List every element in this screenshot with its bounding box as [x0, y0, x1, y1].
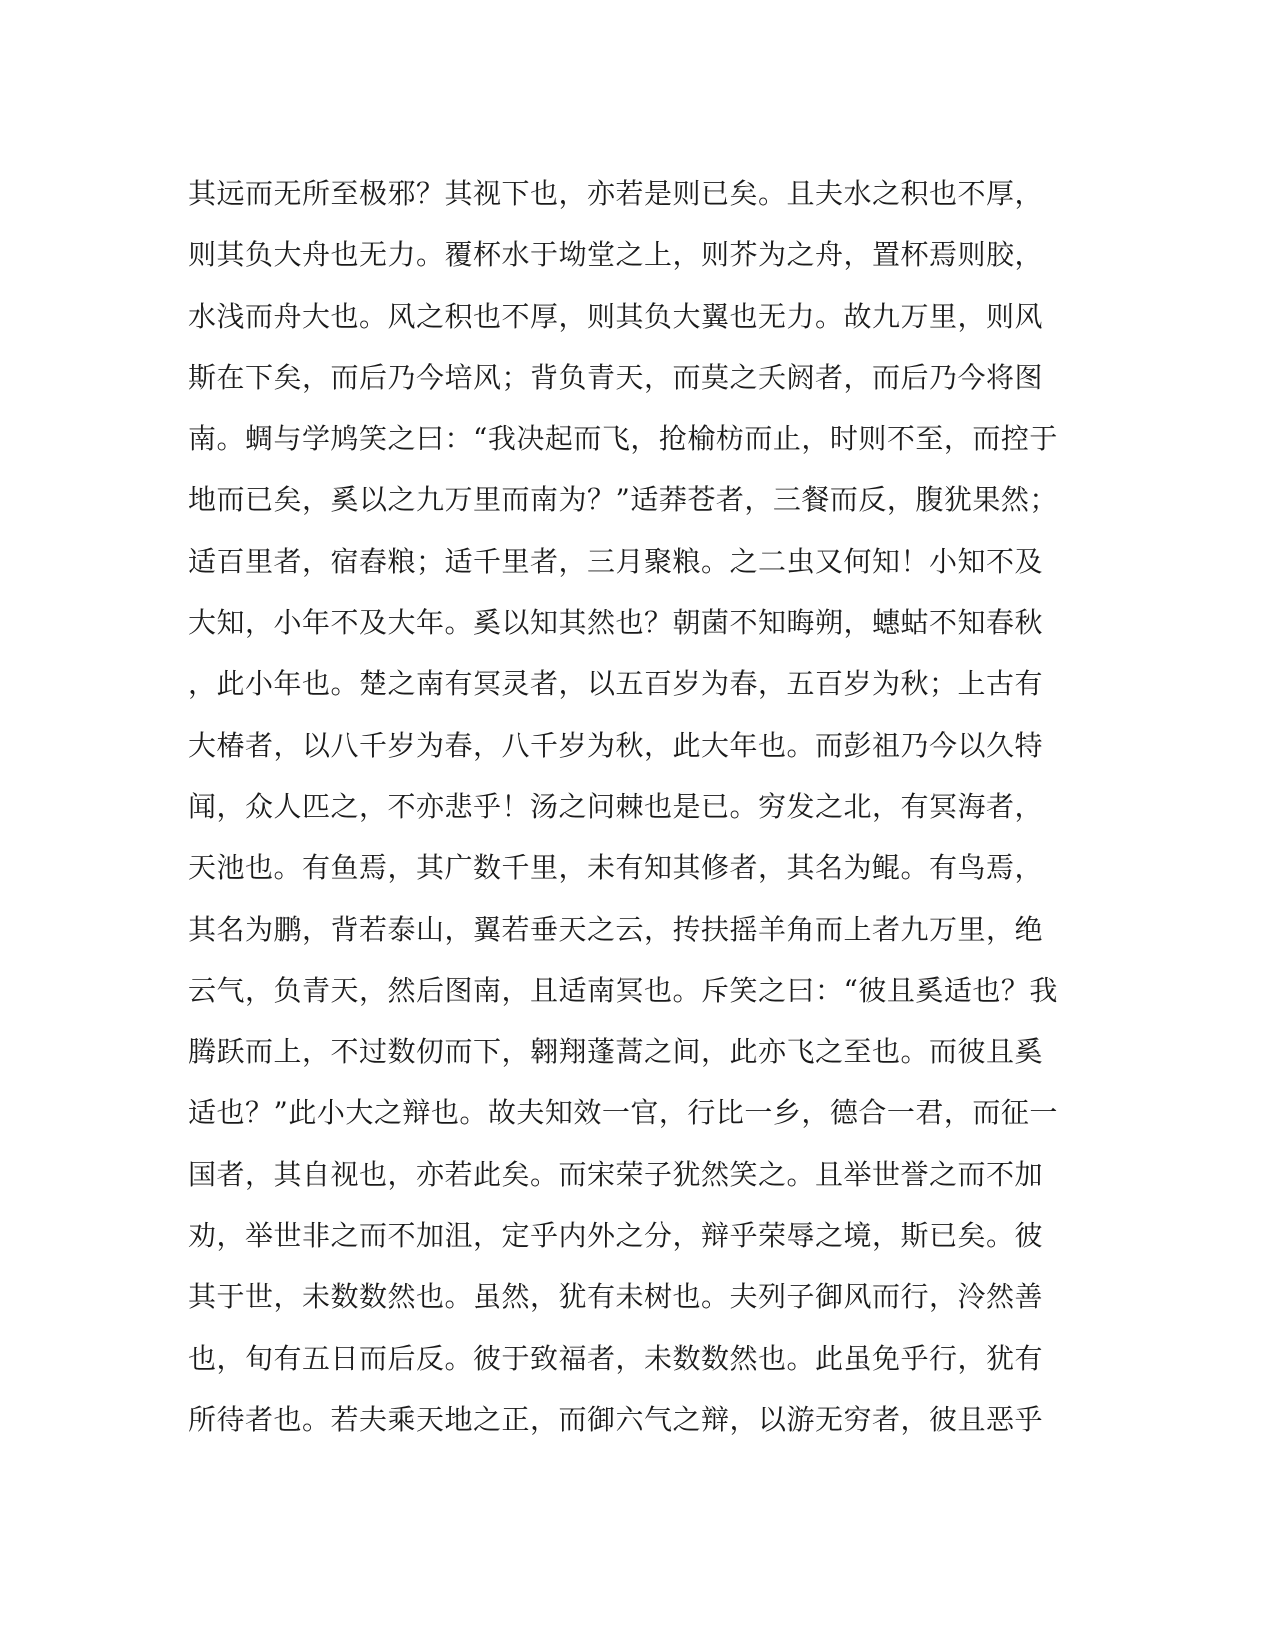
- text-line: 水浅而舟大也。风之积也不厚，则其负大翼也无力。故九万里，则风: [188, 299, 1044, 333]
- text-line: 所待者也。若夫乘天地之正，而御六气之辩，以游无穷者，彼且恶乎: [188, 1402, 1044, 1436]
- body-text: [188, 163, 1088, 1450]
- text-line: 腾跃而上，不过数仞而下，翱翔蓬蒿之间，此亦飞之至也。而彼且奚: [188, 1035, 1044, 1069]
- text-line: 闻，众人匹之，不亦悲乎！汤之问棘也是已。穷发之北，有冥海者，: [188, 789, 1044, 823]
- text-line: 适百里者，宿舂粮；适千里者，三月聚粮。之二虫又何知！小知不及: [188, 544, 1044, 578]
- text-line: 天池也。有鱼焉，其广数千里，未有知其修者，其名为鲲。有鸟焉，: [188, 851, 1044, 885]
- text-line: 其名为鹏，背若泰山，翼若垂天之云，抟扶摇羊角而上者九万里，绝: [188, 912, 1044, 946]
- text-line: 斯在下矣，而后乃今培风；背负青天，而莫之夭阏者，而后乃今将图: [188, 360, 1044, 394]
- text-line: 其远而无所至极邪？其视下也，亦若是则已矣。且夫水之积也不厚，: [188, 177, 1044, 210]
- text-line: 其于世，未数数然也。虽然，犹有未树也。夫列子御风而行，泠然善: [188, 1280, 1044, 1314]
- text-line: 南。蜩与学鸠笑之曰：“我决起而飞，抢榆枋而止，时则不至，而控于: [188, 422, 1058, 456]
- text-line: 适也？”此小大之辩也。故夫知效一官，行比一乡，德合一君，而征一: [188, 1096, 1058, 1130]
- text-line: 也，旬有五日而后反。彼于致福者，未数数然也。此虽免乎行，犹有: [188, 1341, 1044, 1375]
- text-line: 则其负大舟也无力。覆杯水于坳堂之上，则芥为之舟，置杯焉则胶，: [188, 238, 1044, 272]
- text-line: 劝，举世非之而不加沮，定乎内外之分，辩乎荣辱之境，斯已矣。彼: [188, 1219, 1044, 1253]
- text-line: 地而已矣，奚以之九万里而南为？”适莽苍者，三餐而反，腹犹果然；: [188, 483, 1058, 517]
- text-line: 大椿者，以八千岁为春，八千岁为秋，此大年也。而彭祖乃今以久特: [188, 728, 1044, 762]
- text-line: 云气，负青天，然后图南，且适南冥也。斥笑之曰：“彼且奚适也？我: [188, 973, 1058, 1007]
- text-line: ，此小年也。楚之南有冥灵者，以五百岁为春，五百岁为秋；上古有: [188, 667, 1044, 701]
- text-line: 国者，其自视也，亦若此矣。而宋荣子犹然笑之。且举世誉之而不加: [188, 1157, 1044, 1191]
- text-line: 大知，小年不及大年。奚以知其然也？朝菌不知晦朔，蟪蛄不知春秋: [188, 606, 1044, 640]
